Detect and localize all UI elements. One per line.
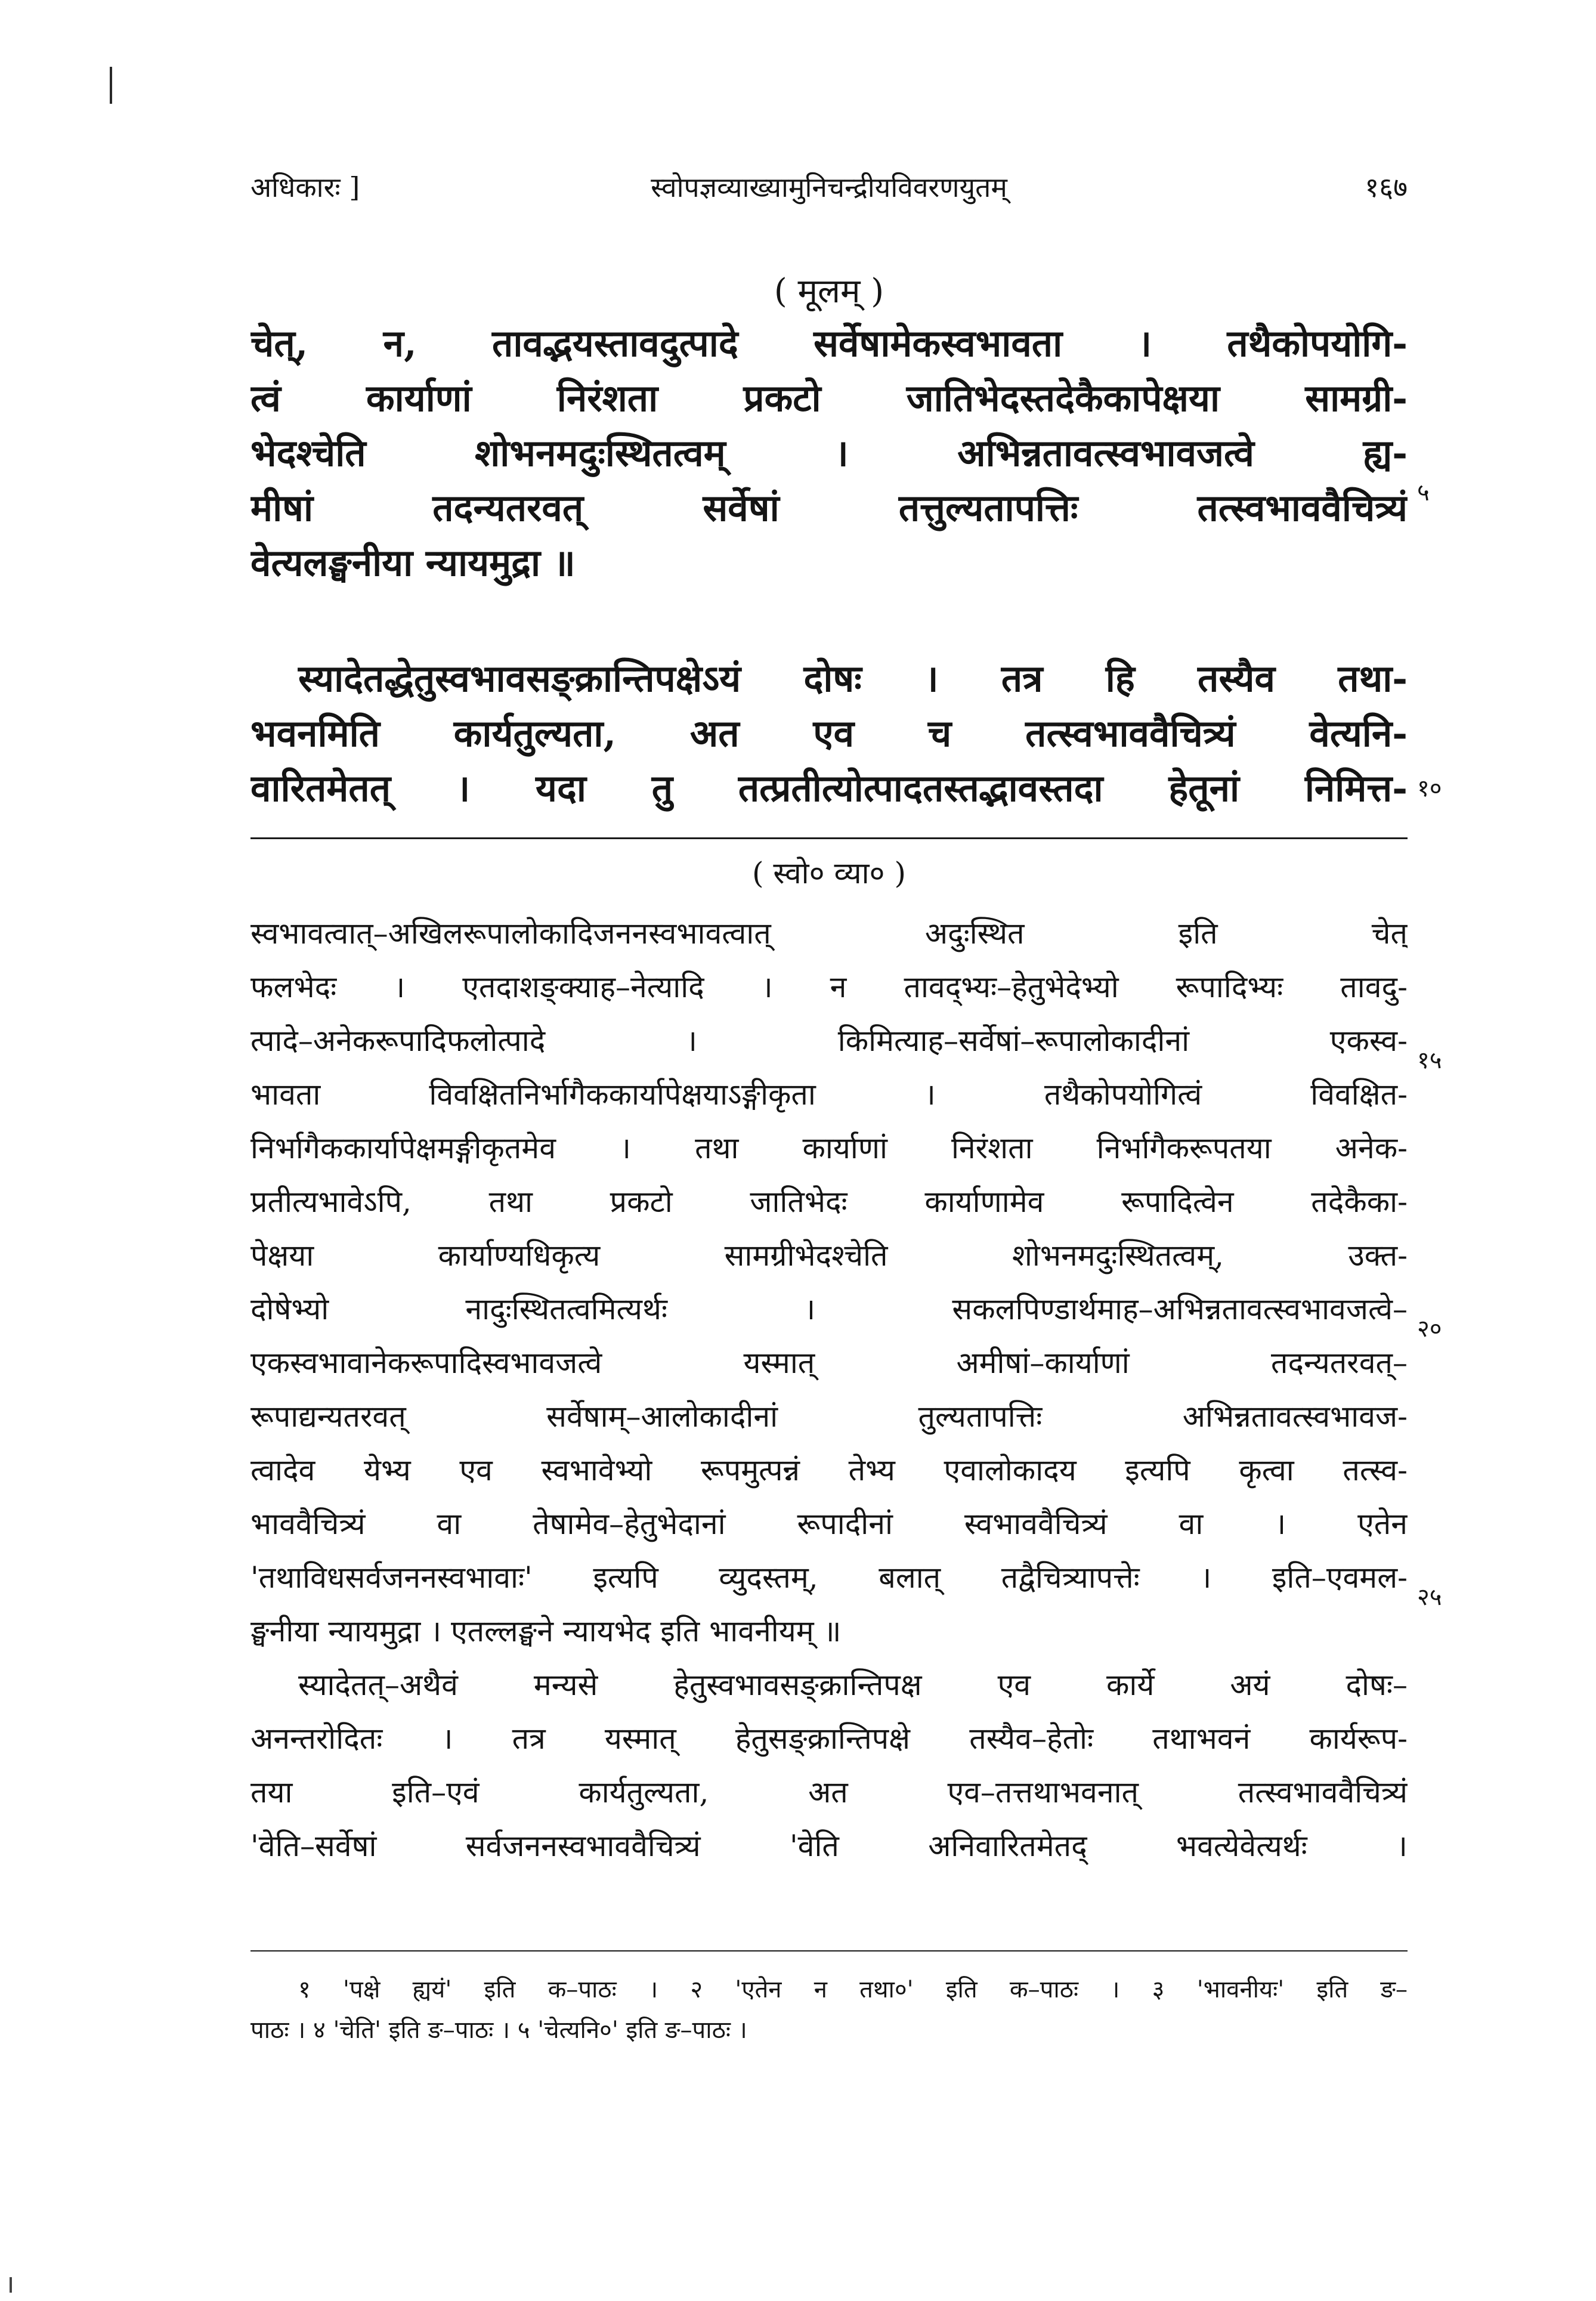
line-number: २०: [1417, 1315, 1442, 1343]
footnote-line: पाठः । ४ 'चेति' इति ङ–पाठः । ५ 'चेत्यनि०' इति ङ–पाठः ।: [250, 2017, 747, 2044]
commentary-line: निर्भागैककार्यापेक्षमङ्गीकृतमेव । तथा कार्याणां निरंशता निर्भागैकरूपतया अनेक-: [250, 1131, 1408, 1165]
header-section-label: अधिकारः ]: [250, 171, 360, 203]
scan-dot-mark: [10, 2277, 12, 2293]
page-number: १६७: [1365, 171, 1408, 203]
commentary-line: स्यादेतत्–अथैवं मन्यसे हेतुस्वभावसङ्क्रान्तिपक्ष एव कार्ये अयं दोषः–: [298, 1668, 1408, 1702]
mula-text: [250, 316, 1408, 590]
mula-heading: ( मूलम् ): [774, 272, 884, 311]
mula-line: स्यादेतद्धेतुस्वभावसङ्क्रान्तिपक्षेऽयं दोषः । तत्र हि तस्यैव तथा-: [298, 657, 1408, 700]
footnote-line: १ 'पक्षे ह्ययं' इति क–पाठः । २ 'एतेन न तथा०' इति क–पाठः । ३ 'भावनीयः' इति ङ–: [298, 1976, 1408, 2003]
commentary-text: [250, 907, 1408, 1873]
mula-line: भवनमिति कार्यतुल्यता, अत एव च तत्स्वभाववैचित्र्यं वेत्यनि-: [250, 712, 1408, 755]
commentary-line: स्वभावत्वात्–अखिलरूपालोकादिजननस्वभावत्वात् अदुःस्थित इति चेत्: [250, 916, 1408, 951]
commentary-line: भावता विवक्षितनिर्भागैककार्यापेक्षयाऽङ्गीकृता । तथैकोपयोगित्वं विवक्षित-: [250, 1077, 1408, 1112]
commentary-line: रूपाद्यन्यतरवत् सर्वेषाम्–आलोकादीनां तुल्यतापत्तिः अभिन्नतावत्स्वभावज-: [250, 1399, 1408, 1434]
commentary-line: पेक्षया कार्याण्यधिकृत्य सामग्रीभेदश्चेति शोभनमदुःस्थितत्वम्, उक्त-: [250, 1238, 1408, 1273]
line-number: १०: [1417, 775, 1442, 802]
footnotes: [250, 1969, 1408, 2051]
mula-line: चेत्, न, तावद्भयस्तावदुत्पादे सर्वेषामेकस्वभावता । तथैकोपयोगि-: [250, 321, 1408, 365]
commentary-line: त्वादेव येभ्य एव स्वभावेभ्यो रूपमुत्पन्नं तेभ्य एवालोकादय इत्यपि कृत्वा तत्स्व-: [250, 1453, 1408, 1487]
commentary-line: फलभेदः । एतदाशङ्क्याह–नेत्यादि । न तावद्भ्यः–हेतुभेदेभ्यो रूपादिभ्यः तावदु-: [250, 970, 1408, 1004]
mula-line: वेत्यलङ्घनीया न्यायमुद्रा ॥: [250, 541, 576, 584]
commentary-line: प्रतीत्यभावेऽपि, तथा प्रकटो जातिभेदः कार्याणामेव रूपादित्वेन तदेकैका-: [250, 1184, 1408, 1219]
mula-line: वारितमेतत् । यदा तु तत्प्रतीत्योत्पादतस्तद्भावस्तदा हेतूनां निमित्त-: [250, 766, 1408, 810]
section-divider: [250, 837, 1408, 839]
commentary-line: एकस्वभावानेकरूपादिस्वभावजत्वे यस्मात् अमीषां–कार्याणां तदन्यतरवत्–: [250, 1346, 1408, 1380]
commentary-line: तया इति–एवं कार्यतुल्यता, अत एव–तत्तथाभवनात् तत्स्वभाववैचित्र्यं: [250, 1775, 1408, 1810]
footnote-divider: [250, 1950, 1408, 1951]
mula-line: भेदश्चेति शोभनमदुःस्थितत्वम् । अभिन्नतावत्स्वभावजत्वे ह्य-: [250, 431, 1408, 475]
mula-paragraph-2: [250, 651, 1408, 816]
line-number: २५: [1417, 1584, 1442, 1611]
mula-line: त्वं कार्याणां निरंशता प्रकटो जातिभेदस्तदेकैकापेक्षया सामग्री-: [250, 376, 1408, 420]
commentary-heading: ( स्वो० व्या० ): [752, 856, 906, 890]
commentary-line: अनन्तरोदितः । तत्र यस्मात् हेतुसङ्क्रान्तिपक्षे तस्यैव–हेतोः तथाभवनं कार्यरूप-: [250, 1721, 1408, 1756]
commentary-line: 'वेति–सर्वेषां सर्वजननस्वभाववैचित्र्यं 'वेति अनिवारितमेतद् भवत्येवेत्यर्थः ।: [250, 1829, 1408, 1863]
mula-line: मीषां तदन्यतरवत् सर्वेषां तत्तुल्यतापत्तिः तत्स्वभाववैचित्र्यं: [250, 486, 1408, 530]
scan-margin-mark: [110, 67, 112, 104]
commentary-line: दोषेभ्यो नादुःस्थितत्वमित्यर्थः । सकलपिण्डार्थमाह–अभिन्नतावत्स्वभावजत्वे–: [250, 1292, 1408, 1326]
commentary-line: त्पादे–अनेकरूपादिफलोत्पादे । किमित्याह–सर्वेषां–रूपालोकादीनां एकस्व-: [250, 1023, 1408, 1058]
commentary-line: भाववैचित्र्यं वा तेषामेव–हेतुभेदानां रूपादीनां स्वभाववैचित्र्यं वा । एतेन: [250, 1507, 1408, 1541]
running-header: [250, 168, 1408, 214]
commentary-line: ङ्घनीया न्यायमुद्रा । एतल्लङ्घने न्यायभेद इति भावनीयम् ॥: [250, 1614, 842, 1649]
header-title: स्वोपज्ञव्याख्यामुनिचन्द्रीयविवरणयुतम्: [651, 171, 1007, 203]
commentary-line: 'तथाविधसर्वजननस्वभावाः' इत्यपि व्युदस्तम्, बलात् तद्वैचित्र्यापत्तेः । इति–एवमल-: [250, 1560, 1408, 1595]
line-number: ५: [1417, 479, 1430, 506]
line-number: १५: [1417, 1047, 1442, 1074]
